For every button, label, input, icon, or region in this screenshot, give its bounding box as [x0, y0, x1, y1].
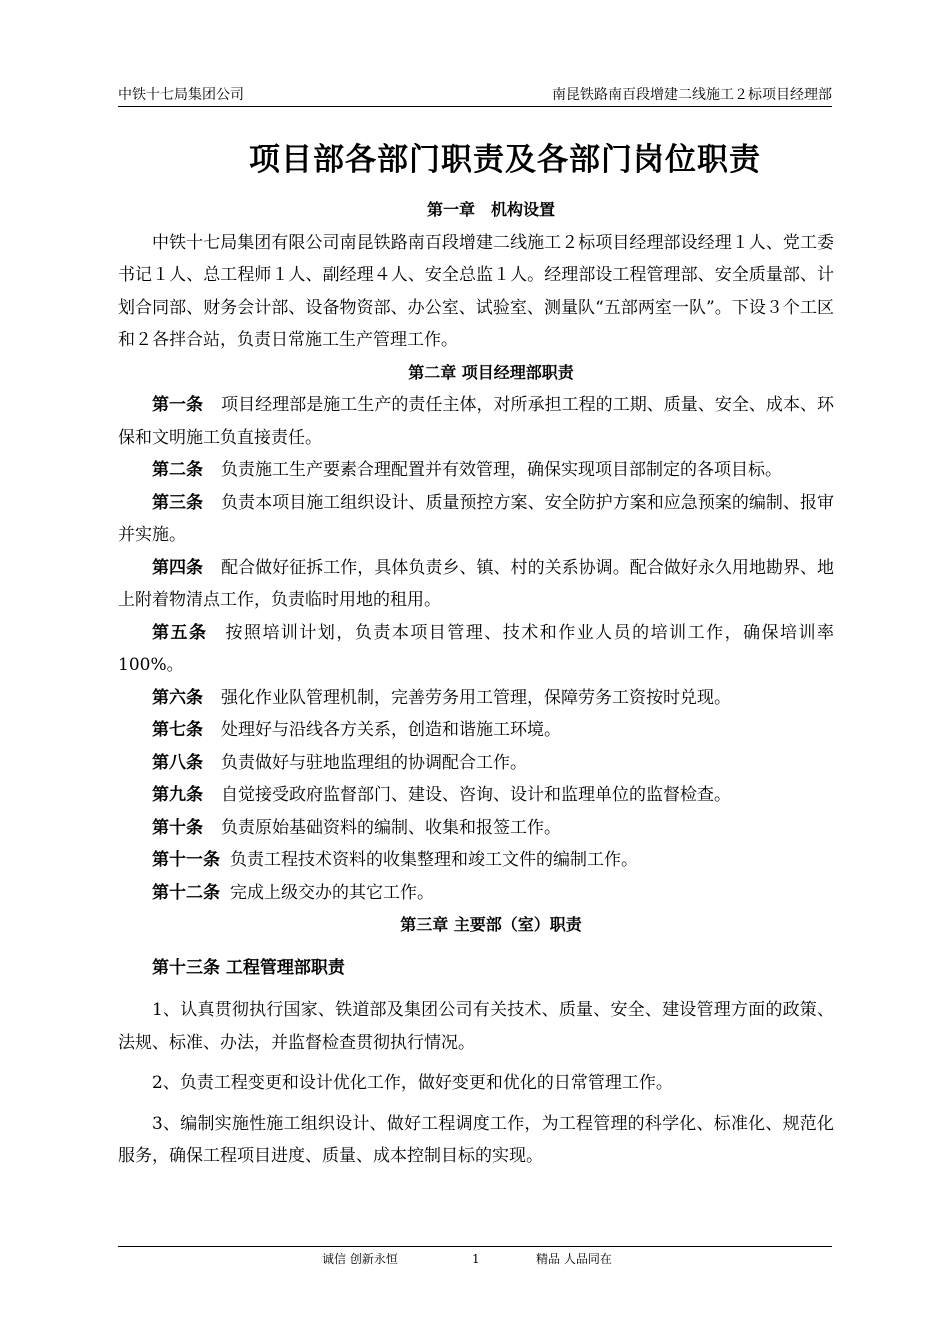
article-item — [118, 779, 834, 812]
article-label: 第九条 — [152, 785, 203, 805]
header-company: 中铁十七局集团公司 — [118, 87, 244, 103]
page-header — [118, 84, 832, 107]
article-text: 负责做好与驻地监理组的协调配合工作。 — [221, 752, 527, 773]
article-label: 第四条 — [152, 557, 204, 578]
article-text: 按照培训计划，负责本项目管理、技术和作业人员的培训工作，确保培训率100%。 — [118, 622, 835, 675]
section-heading: 第十三条 工程管理部职责 — [152, 957, 345, 978]
article-item — [118, 389, 834, 454]
document-title: 项目部各部门职责及各部门岗位职责 — [249, 142, 761, 178]
chapter1-heading: 第一章 机构设置 — [426, 200, 555, 219]
list-item: 1、认真贯彻执行国家、铁道部及集团公司有关技术、质量、安全、建设管理方面的政策、法规、标准、办法，并监督检查贯彻执行情况。 — [118, 1000, 834, 1053]
article-label: 第七条 — [152, 720, 203, 740]
article-text: 项目经理部是施工生产的责任主体，对所承担工程的工期、质量、安全、成本、环保和文明施工负直接责任。 — [118, 395, 835, 448]
article-item — [118, 682, 834, 715]
article-label: 第十条 — [152, 817, 203, 838]
footer-motto-right: 精品 人品同在 — [536, 1252, 612, 1266]
article-text: 自觉接受政府监督部门、建设、咨询、设计和监理单位的监督检查。 — [221, 785, 731, 805]
chapter3-heading: 第三章 主要部（室）职责 — [400, 915, 582, 934]
article-text: 负责原始基础资料的编制、收集和报签工作。 — [221, 817, 561, 838]
article-item — [118, 844, 834, 877]
article-item — [118, 552, 834, 617]
article-item — [118, 812, 834, 845]
header-project: 南昆铁路南百段增建二线施工２标项目经理部 — [552, 87, 832, 103]
list-item: 2、负责工程变更和设计优化工作，做好变更和优化的日常管理工作。 — [152, 1073, 673, 1093]
page-number: 1 — [472, 1252, 480, 1266]
document-body — [118, 194, 834, 1181]
list-item: 3、编制实施性施工组织设计、做好工程调度工作，为工程管理的科学化、标准化、规范化服务，确保工程项目进度、质量、成本控制目标的实现。 — [118, 1113, 834, 1166]
article-text: 负责本项目施工组织设计、质量预控方案、安全防护方案和应急预案的编制、报审并实施。 — [118, 492, 835, 545]
article-text: 处理好与沿线各方关系，创造和谐施工环境。 — [221, 720, 561, 740]
chapter2-heading: 第二章 项目经理部职责 — [408, 362, 574, 382]
article-label: 第一条 — [152, 395, 204, 415]
article-item — [118, 714, 834, 747]
article-text: 强化作业队管理机制，完善劳务用工管理，保障劳务工资按时兑现。 — [221, 687, 731, 708]
article-item — [118, 454, 834, 487]
article-label: 第二条 — [152, 460, 203, 480]
article-text: 负责工程技术资料的收集整理和竣工文件的编制工作。 — [230, 850, 638, 870]
article-label: 第六条 — [152, 687, 203, 708]
article-label: 第十二条 — [152, 882, 220, 903]
article-label: 第十一条 — [152, 850, 220, 870]
article-label: 第五条 — [152, 622, 208, 643]
article-label: 第八条 — [152, 752, 203, 773]
footer-motto-left: 诚信 创新永恒 — [322, 1252, 398, 1266]
article-item — [118, 747, 834, 780]
footer-divider — [118, 1246, 832, 1247]
chapter1-paragraph: 中铁十七局集团有限公司南昆铁路南百段增建二线施工２标项目经理部设经理１人、党工委书记１人、总工程师１人、副经理４人、安全总监１人。经理部设工程管理部、安全质量部、计划合同部、财务会计部、设备物资部、办公室、试验室、测量队“五部两室一队”。下设３个工区和２各拌合站，负责日常施工生产管理工作。 — [118, 232, 834, 350]
article-label: 第三条 — [152, 492, 204, 513]
article-item — [118, 617, 834, 682]
article-text: 配合做好征拆工作，具体负责乡、镇、村的关系协调。配合做好永久用地勘界、地上附着物清点工作，负责临时用地的租用。 — [118, 557, 835, 610]
article-item — [118, 877, 834, 910]
article-text: 负责施工生产要素合理配置并有效管理，确保实现项目部制定的各项目标。 — [221, 460, 782, 480]
chapter2-articles — [118, 389, 834, 909]
article-item — [118, 487, 834, 552]
article-text: 完成上级交办的其它工作。 — [230, 882, 434, 903]
